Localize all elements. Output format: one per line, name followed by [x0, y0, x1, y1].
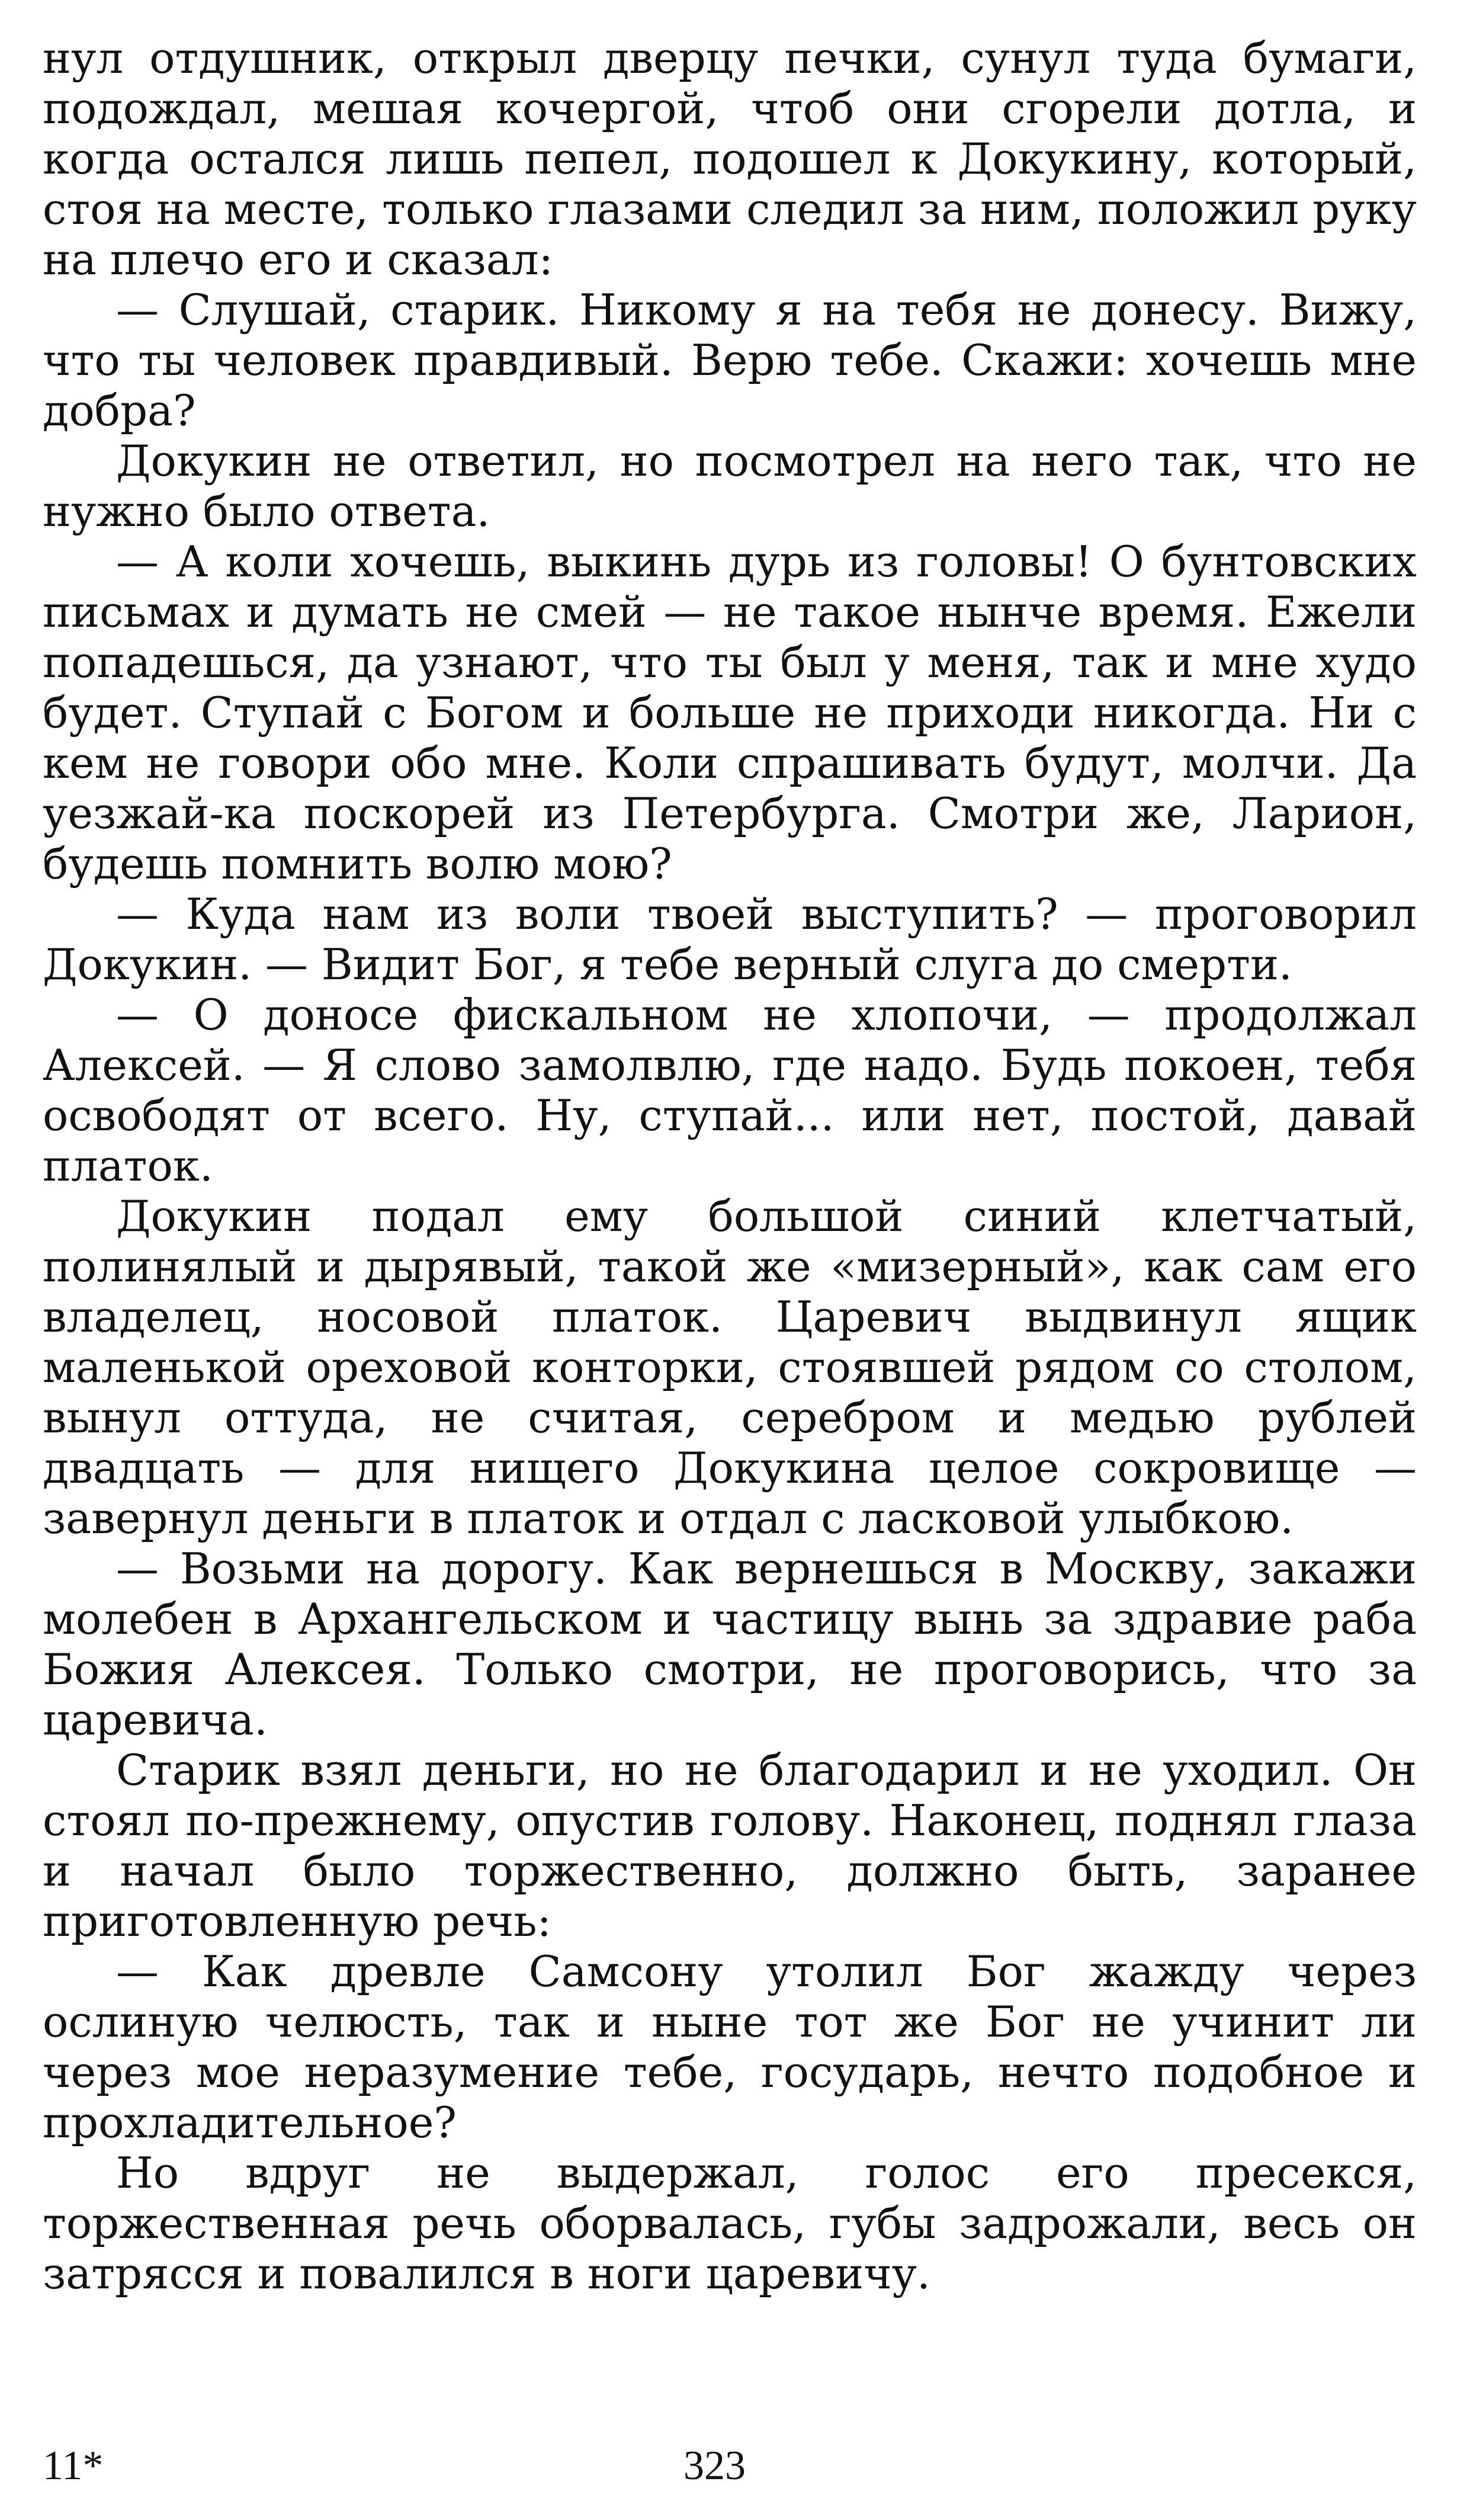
paragraph-7: Докукин подал ему большой синий клетчатый, полинялый и дырявый, такой же «мизерный», как сам его владелец, носовой платок. Царевич выдвинул ящик маленькой ореховой конторки, стоявшей рядом со столом, вынул оттуда, не считая, серебром и медью рублей двадцать — для нищего Докукина целое сокровище — завернул деньги в платок и отдал с ласковой улыбкою.	[43, 1191, 1417, 1543]
paragraph-1: нул отдушник, открыл дверцу печки, сунул туда бумаги, подождал, мешая кочергой, чтоб они сгорели дотла, и когда остался лишь пепел, подошел к Докукину, который, стоя на месте, только глазами следил за ним, положил руку на плечо его и сказал:	[43, 33, 1417, 284]
page-body	[43, 33, 1417, 2299]
page-footer	[43, 2436, 1417, 2496]
paragraph-5: — Куда нам из воли твоей выступить? — проговорил Докукин. — Видит Бог, я тебе верный слуга до смерти.	[43, 889, 1417, 989]
page-number: 323	[683, 2443, 746, 2489]
signature-mark: 11*	[43, 2443, 104, 2489]
paragraph-3: Докукин не ответил, но посмотрел на него так, что не нужно было ответа.	[43, 436, 1417, 536]
paragraph-4: — А коли хочешь, выкинь дурь из головы! О бунтовских письмах и думать не смей — не такое нынче время. Ежели попадешься, да узнают, что ты был у меня, так и мне худо будет. Ступай с Богом и больше не приходи никогда. Ни с кем не говори обо мне. Коли спрашивать будут, молчи. Да уезжай-ка поскорей из Петербурга. Смотри же, Ларион, будешь помнить волю мою?	[43, 537, 1417, 889]
paragraph-8: — Возьми на дорогу. Как вернешься в Москву, закажи молебен в Архангельском и частицу вынь за здравие раба Божия Алексея. Только смотри, не проговорись, что за царевича.	[43, 1544, 1417, 1745]
paragraph-10: — Как древле Самсону утолил Бог жажду через ослиную челюсть, так и ныне тот же Бог не учинит ли через мое неразумение тебе, государь, нечто подобное и прохладительное?	[43, 1947, 1417, 2147]
paragraph-9: Старик взял деньги, но не благодарил и не уходил. Он стоял по-прежнему, опустив голову. Наконец, поднял глаза и начал было торжественно, должно быть, заранее приготовленную речь:	[43, 1745, 1417, 1946]
paragraph-6: — О доносе фискальном не хлопочи, — продолжал Алексей. — Я слово замолвлю, где надо. Будь покоен, тебя освободят от всего. Ну, ступай... или нет, постой, давай платок.	[43, 990, 1417, 1191]
paragraph-11: Но вдруг не выдержал, голос его пресекся, торжественная речь оборвалась, губы задрожали, весь он затрясся и повалился в ноги царевичу.	[43, 2148, 1417, 2298]
paragraph-2: — Слушай, старик. Никому я на тебя не донесу. Вижу, что ты человек правдивый. Верю тебе. Скажи: хочешь мне добра?	[43, 285, 1417, 435]
